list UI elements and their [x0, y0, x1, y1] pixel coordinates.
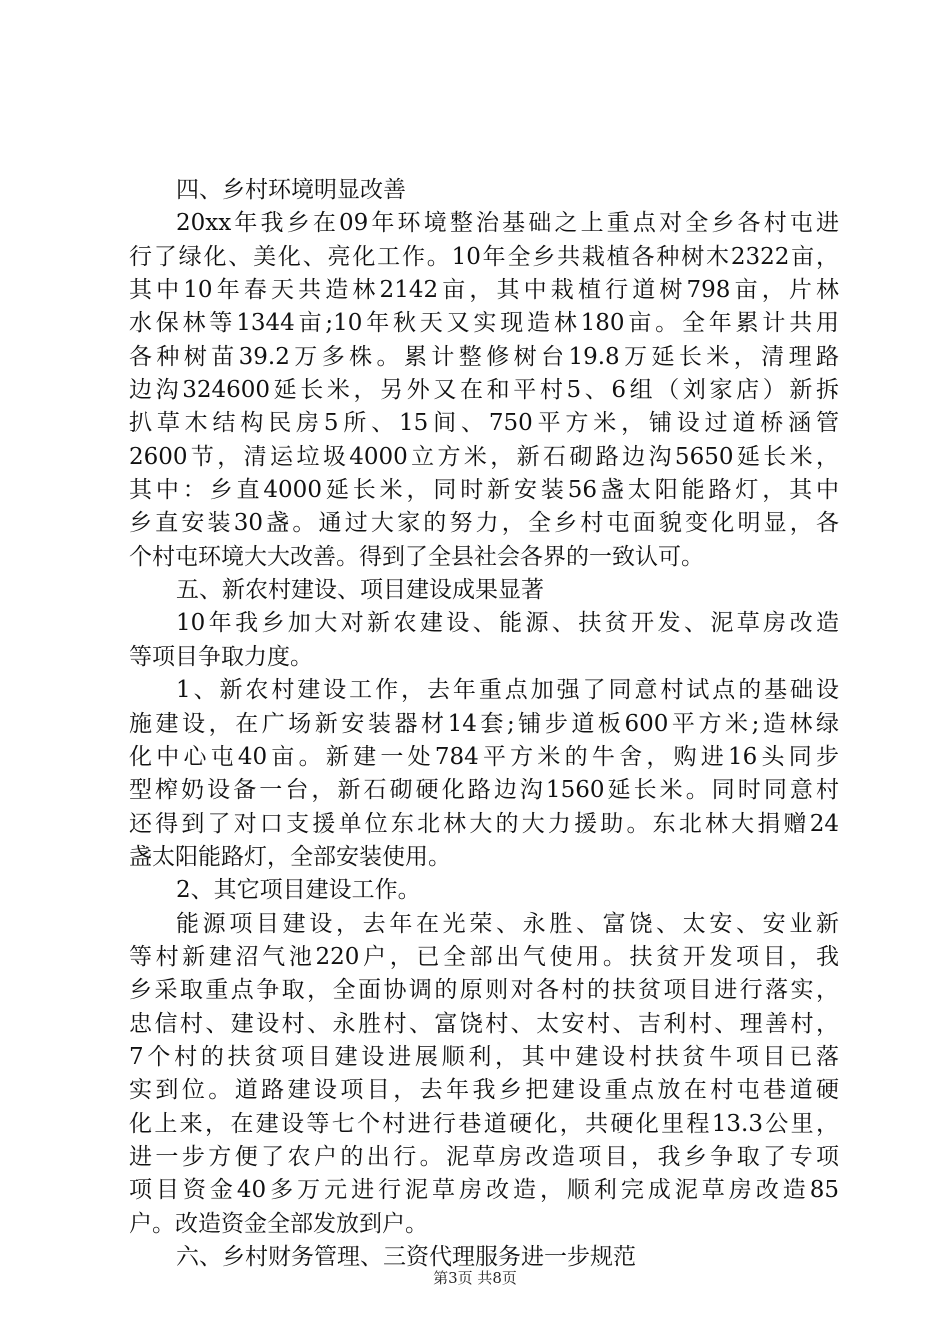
text-line: 个村屯环境大大改善。得到了全县社会各界的一致认可。: [129, 543, 704, 570]
text-line: 7个村的扶贫项目建设进展顺利，其中建设村扶贫牛项目已落: [129, 1043, 839, 1070]
text-line: 等村新建沼气池220户，已全部出气使用。扶贫开发项目，我: [129, 943, 839, 970]
text-line: 还得到了对口支援单位东北林大的大力援助。东北林大捐赠24: [129, 810, 839, 837]
text-line: 2、其它项目建设工作。: [176, 877, 421, 904]
text-line: 六、乡村财务管理、三资代理服务进一步规范: [176, 1244, 636, 1270]
text-line: 乡直安装30盏。通过大家的努力，全乡村屯面貌变化明显，各: [129, 510, 839, 537]
text-line: 户。改造资金全部发放到户。: [129, 1210, 428, 1237]
text-line: 化中心屯40亩。新建一处784平方米的牛舍，购进16头同步: [129, 743, 839, 770]
text-line: 水保林等1344亩;10年秋天又实现造林180亩。全年累计共用: [129, 310, 839, 337]
text-line: 乡采取重点争取，全面协调的原则对各村的扶贫项目进行落实，: [129, 977, 839, 1004]
text-line: 忠信村、建设村、永胜村、富饶村、太安村、吉利村、理善村，: [129, 1010, 839, 1037]
text-line: 进一步方便了农户的出行。泥草房改造项目，我乡争取了专项: [129, 1143, 839, 1170]
text-line: 化上来，在建设等七个村进行巷道硬化，共硬化里程13.3公里，: [129, 1110, 839, 1137]
text-line: 行了绿化、美化、亮化工作。10年全乡共栽植各种树木2322亩，: [129, 243, 839, 270]
text-line: 1、新农村建设工作，去年重点加强了同意村试点的基础设: [176, 677, 839, 704]
text-line: 四、乡村环境明显改善: [176, 177, 406, 203]
text-line: 2600节，清运垃圾4000立方米，新石砌路边沟5650延长米，: [129, 443, 839, 470]
text-line: 边沟324600延长米，另外又在和平村5、6组（刘家店）新拆: [129, 377, 839, 404]
text-line: 各种树苗39.2万多株。累计整修树台19.8万延长米，清理路: [129, 343, 839, 370]
text-line: 五、新农村建设、项目建设成果显著: [176, 577, 544, 604]
text-line: 扒草木结构民房5所、15间、750平方米，铺设过道桥涵管: [129, 410, 839, 437]
text-line: 盏太阳能路灯，全部安装使用。: [129, 843, 451, 870]
text-line: 项目资金40多万元进行泥草房改造，顺利完成泥草房改造85: [129, 1177, 839, 1204]
text-line: 其中：乡直4000延长米，同时新安装56盏太阳能路灯，其中: [129, 477, 839, 504]
text-line: 20xx年我乡在09年环境整治基础之上重点对全乡各村屯进: [176, 210, 839, 237]
text-line: 型榨奶设备一台，新石砌硬化路边沟1560延长米。同时同意村: [129, 777, 839, 804]
page-footer: 第3页 共8页: [433, 1269, 517, 1287]
text-line: 其中10年春天共造林2142亩，其中栽植行道树798亩，片林: [129, 277, 839, 304]
text-line: 能源项目建设，去年在光荣、永胜、富饶、太安、安业新: [176, 910, 839, 937]
text-line: 施建设，在广场新安装器材14套;铺步道板600平方米;造林绿: [129, 710, 839, 737]
text-line: 10年我乡加大对新农建设、能源、扶贫开发、泥草房改造: [176, 610, 839, 637]
text-line: 等项目争取力度。: [129, 643, 313, 670]
text-line: 实到位。道路建设项目，去年我乡把建设重点放在村屯巷道硬: [129, 1077, 839, 1104]
document-body: [129, 174, 839, 1274]
